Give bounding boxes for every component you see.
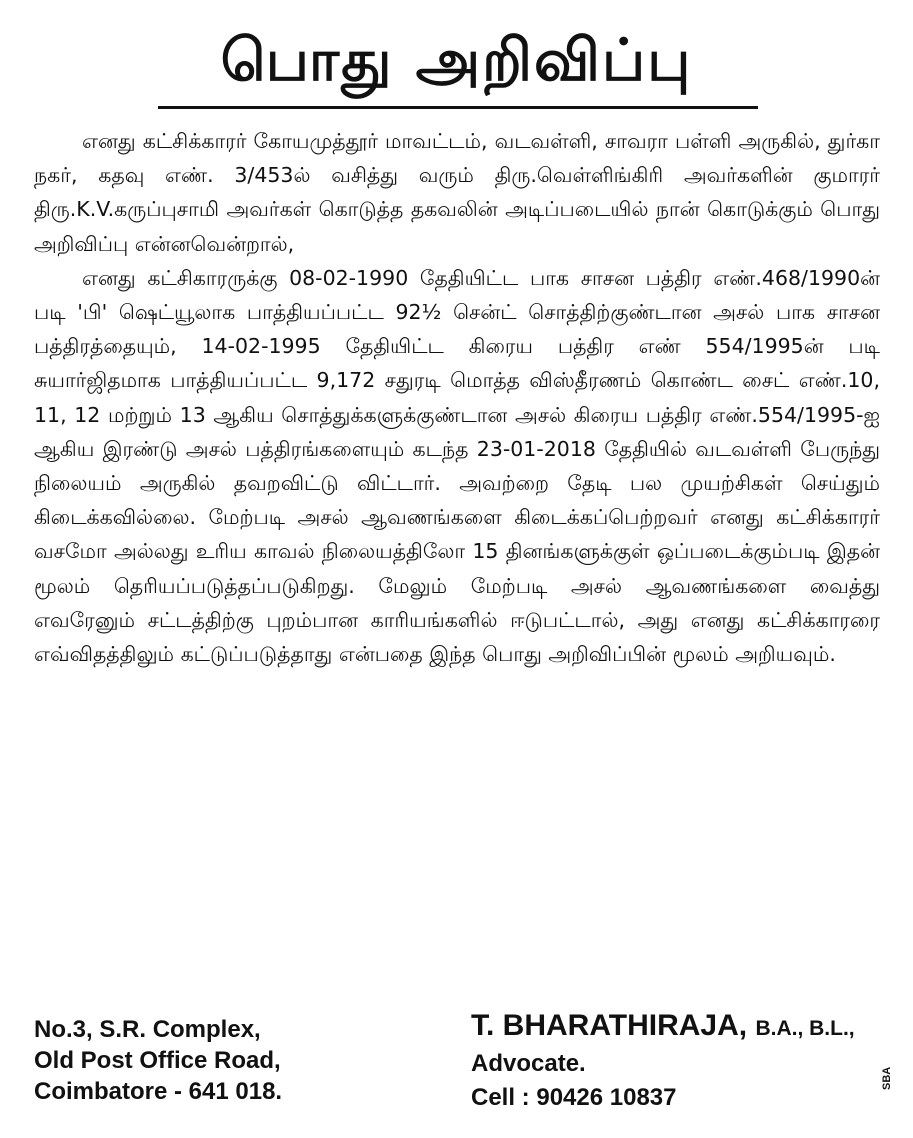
advocate-degrees: B.A., B.L., xyxy=(755,1017,855,1040)
advocate-title: Advocate. xyxy=(471,1050,586,1077)
notice-body xyxy=(34,124,880,671)
office-address xyxy=(34,1014,434,1107)
title-underline xyxy=(158,106,758,109)
advocate-name: T. BHARATHIRAJA, xyxy=(471,1009,748,1042)
address-line-3: Coimbatore - 641 018. xyxy=(34,1078,283,1105)
address-line-1: No.3, S.R. Complex, xyxy=(34,1016,261,1043)
agency-mark: SBA xyxy=(881,1066,893,1090)
advocate-cell: Cell : 90426 10837 xyxy=(471,1084,677,1111)
paragraph-intro: எனது கட்சிக்காரர் கோயமுத்தூர் மாவட்டம், வடவள்ளி, சாவரா பள்ளி அருகில், துர்கா நகர், கதவு எண். 3/453ல் வசித்து வரும் திரு.வெள்ளிங்கிரி அவர்களின் குமாரர் திரு.K.V.கருப்புசாமி அவர்கள் கொடுத்த தகவலின் அடிப்படையில் நான் கொடுக்கும் பொது அறிவிப்பு என்னவென்றால், xyxy=(34,129,880,256)
advocate-name-line xyxy=(471,1008,891,1047)
advocate-signature xyxy=(471,1008,891,1115)
address-line-2: Old Post Office Road, xyxy=(34,1047,281,1074)
notice-title: பொது அறிவிப்பு xyxy=(220,26,693,94)
paragraph-details: எனது கட்சிகாரருக்கு 08-02-1990 தேதியிட்ட பாக சாசன பத்திர எண்.468/1990ன் படி 'பி' ஷெட்யூலாக பாத்தியப்பட்ட 92½ சென்ட் சொத்திற்குண்டான அசல் பாக சாசன பத்திரத்தையும், 14-02-1995 தேதியிட்ட கிரைய பத்திர எண் 554/1995ன் படி சுயார்ஜிதமாக பாத்தியப்பட்ட 9,172 சதுரடி மொத்த விஸ்தீரணம் கொண்ட சைட் எண்.10, 11, 12 மற்றும் 13 ஆகிய சொத்துக்களுக்குண்டான அசல் கிரைய பத்திர எண்.554/1995-ஐ ஆகிய இரண்டு அசல் பத்திரங்களையும் கடந்த 23-01-2018 தேதியில் வடவள்ளி பேருந்து நிலையம் அருகில் தவறவிட்டு விட்டார். அவற்றை தேடி பல முயற்சிகள் செய்தும் கிடைக்கவில்லை. மேற்படி அசல் ஆவணங்களை கிடைக்கப்பெற்றவர் எனது கட்சிக்காரர் வசமோ அல்லது உரிய காவல் நிலையத்திலோ 15 தினங்களுக்குள் ஒப்படைக்கும்படி இதன் மூலம் தெரியப்படுத்தப்படுகிறது. மேலும் மேற்படி அசல் ஆவணங்களை வைத்து எவரேனும் சட்டத்திற்கு புறம்பான காரியங்களில் ஈடுபட்டால், அது எனது கட்சிக்காரரை எவ்விதத்திலும் கட்டுப்படுத்தாது என்பதை இந்த பொது அறிவிப்பின் மூலம் அறியவும். xyxy=(34,265,880,667)
